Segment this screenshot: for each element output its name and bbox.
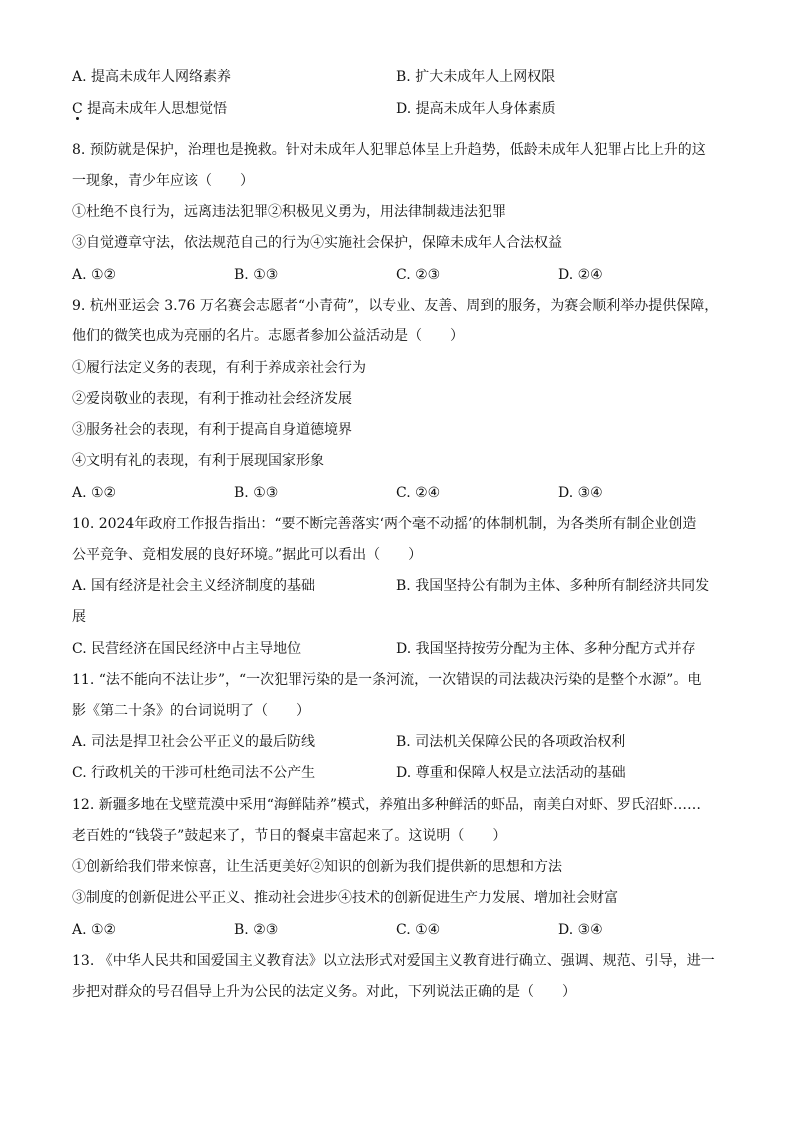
q7-option-c: C 提高未成年人思想觉悟: [72, 101, 228, 117]
q12-statement-2: ③制度的创新促进公平正义、推动社会进步④技术的创新促进生产力发展、增加社会财富: [72, 890, 618, 906]
q8-option-d: D. ②④: [558, 267, 603, 283]
q11-option-d: D. 尊重和保障人权是立法活动的基础: [396, 765, 626, 781]
q12-option-d: D. ③④: [558, 922, 603, 938]
q7-option-d: D. 提高未成年人身体素质: [396, 101, 556, 117]
q8-option-c: C. ②③: [396, 267, 441, 283]
q11-option-a: A. 司法是捍卫社会公平正义的最后防线: [72, 734, 316, 750]
q11-option-b: B. 司法机关保障公民的各项政治权利: [396, 734, 626, 750]
q10-option-a: A. 国有经济是社会主义经济制度的基础: [72, 578, 316, 594]
q12-option-b: B. ②③: [234, 922, 279, 938]
q8-option-b: B. ①③: [234, 267, 279, 283]
q10-stem-line-1: 10. 2024年政府工作报告指出：“要不断完善落实‘两个毫不动摇’的体制机制，为各类所有制企业创造: [72, 516, 697, 532]
q9-statement-3: ③服务社会的表现，有利于提高自身道德境界: [72, 422, 352, 438]
q9-option-d: D. ③④: [558, 485, 603, 501]
q9-option-a: A. ①②: [72, 485, 117, 501]
q12-option-a: A. ①②: [72, 922, 117, 938]
q8-stem-line-1: 8. 预防就是保护，治理也是挽救。针对未成年人犯罪总体呈上升趋势，低龄未成年人犯罪占比上升的这: [72, 142, 706, 158]
q10-stem-line-2: 公平竞争、竞相发展的良好环境。”据此可以看出（ ）: [72, 547, 423, 563]
q12-stem-line-2: 老百姓的“钱袋子”鼓起来了，节日的餐桌丰富起来了。这说明（ ）: [72, 828, 507, 844]
q12-statement-1: ①创新给我们带来惊喜，让生活更美好②知识的创新为我们提供新的思想和方法: [72, 859, 562, 875]
q12-stem-line-1: 12. 新疆多地在戈壁荒漠中采用“海鲜陆养”模式，养殖出多种鲜活的虾品，南美白对虾、罗氏沼虾……: [72, 797, 702, 813]
q12-option-c: C. ①④: [396, 922, 441, 938]
q10-option-c: C. 民营经济在国民经济中占主导地位: [72, 641, 302, 657]
q11-option-c: C. 行政机关的干涉可杜绝司法不公产生: [72, 765, 316, 781]
q13-stem-line-2: 步把对群众的号召倡导上升为公民的法定义务。对此，下列说法正确的是（ ）: [72, 984, 576, 1000]
q9-stem-line-2: 他们的微笑也成为亮丽的名片。志愿者参加公益活动是（ ）: [72, 328, 464, 344]
q10-option-b: B. 我国坚持公有制为主体、多种所有制经济共同发: [396, 578, 710, 594]
q8-stem-line-2: 一现象，青少年应该（ ）: [72, 173, 254, 189]
q10-option-b-continued: 展: [72, 609, 86, 625]
q11-stem-line-2: 影《第二十条》的台词说明了（ ）: [72, 703, 310, 719]
q9-option-b: B. ①③: [234, 485, 279, 501]
q9-statement-4: ④文明有礼的表现，有利于展现国家形象: [72, 453, 324, 469]
stray-dot-mark: [76, 117, 79, 120]
q8-statement-2: ③自觉遵章守法，依法规范自己的行为④实施社会保护，保障未成年人合法权益: [72, 235, 562, 251]
q13-stem-line-1: 13. 《中华人民共和国爱国主义教育法》以立法形式对爱国主义教育进行确立、强调、规范、引导，进一: [72, 953, 715, 969]
q9-stem-line-1: 9. 杭州亚运会 3.76 万名赛会志愿者“小青荷”，以专业、友善、周到的服务，为赛会顺利举办提供保障，: [72, 298, 719, 314]
q9-statement-1: ①履行法定义务的表现，有利于养成亲社会行为: [72, 360, 366, 376]
q7-option-b: B. 扩大未成年人上网权限: [396, 69, 556, 85]
q8-option-a: A. ①②: [72, 267, 117, 283]
q9-option-c: C. ②④: [396, 485, 441, 501]
q10-option-d: D. 我国坚持按劳分配为主体、多种分配方式并存: [396, 641, 696, 657]
q7-option-a: A. 提高未成年人网络素养: [72, 69, 232, 85]
q9-statement-2: ②爱岗敬业的表现，有利于推动社会经济发展: [72, 391, 352, 407]
q8-statement-1: ①杜绝不良行为，远离违法犯罪②积极见义勇为，用法律制裁违法犯罪: [72, 204, 506, 220]
q11-stem-line-1: 11. “法不能向不法让步”，“一次犯罪污染的是一条河流，一次错误的司法裁决污染的是整个水源”。电: [72, 672, 702, 688]
